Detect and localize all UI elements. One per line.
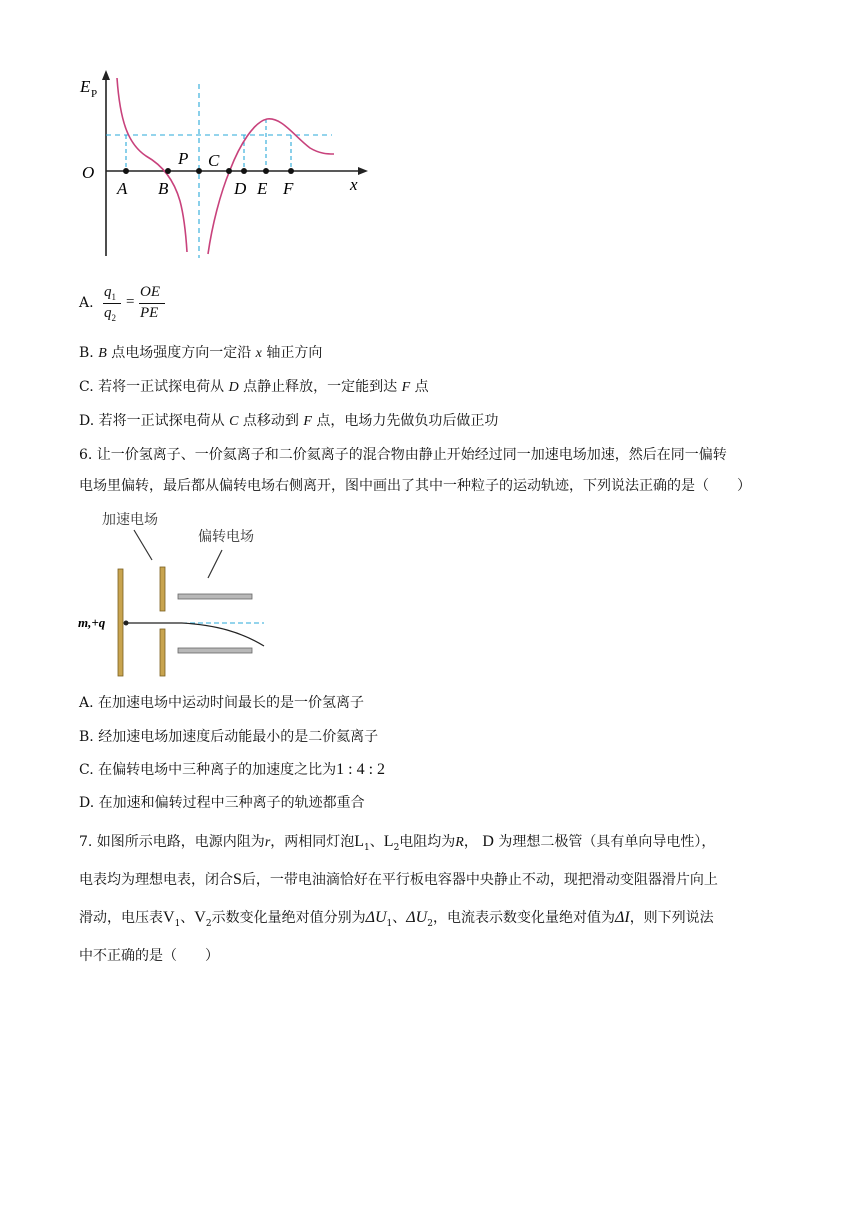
q6-option-c: C. 在偏转电场中三种离子的加速度之比为1 : 4 : 2 [79,761,386,778]
q7-stem-line1: 7. 如图所示电路，电源内阻为r，两相同灯泡$L_1$、$L_2$电阻均为R， D 为理想二极管（具有单向导电性）， [79,833,716,853]
q6-stem-line2: 电场里偏转，最后都从偏转电场右侧离开，图中画出了其中一种粒子的运动轨迹，下列说法正确的是（ ） [79,478,751,494]
point-label-B: B [158,179,169,198]
ep-x-graph [70,66,370,266]
particle-label: m,+q [78,615,106,630]
q6-stem-line1: 6. 让一价氢离子、一价氦离子和二价氦离子的混合物由静止开始经过同一加速电场加速，然后在同一偏转 [79,447,727,463]
field-diagram [76,506,276,682]
accel-field-label: 加速电场 [102,512,158,528]
x-axis-label: x [350,175,358,194]
accel-plate-right-top [160,567,165,611]
q7-stem-line4: 中不正确的是（ ） [79,948,219,964]
point-label-A: A [117,179,128,198]
q5-option-a: A. $q_1$ $q_2$ = OE PE [79,282,199,326]
x-axis-arrow [358,167,368,175]
point-label-O: O [82,163,95,182]
deflect-plate-bottom [178,648,252,653]
y-axis-label-sub: P [91,88,98,100]
q5-option-b: B. B 点电场强度方向一定沿 x 轴正方向 [79,345,323,361]
q5-option-d: D. 若将一正试探电荷从 C 点移动到 F 点，电场力先做负功后做正功 [79,413,499,429]
q6-option-b: B. 经加速电场加速度后动能最小的是二价氦离子 [79,729,379,745]
point-label-C: C [208,151,220,170]
point-label-E: E [257,179,268,198]
accel-plate-right-bottom [160,629,165,676]
point-label-F: F [283,179,294,198]
deflect-field-label: 偏转电场 [198,529,254,545]
q7-stem-line3: 滑动，电压表$V_1$、$V_2$示数变化量绝对值分别为$\Delta U_1$、$\Delta U_2$，电流表示数变化量绝对值为ΔI，则下列说法 [79,909,714,929]
q6-option-d: D. 在加速和偏转过程中三种离子的轨迹都重合 [79,795,365,811]
curve-right-branch [208,119,334,254]
curve-left-branch [117,78,187,252]
deflect-plate-top [178,594,252,599]
q5-option-c: C. 若将一正试探电荷从 D 点静止释放，一定能到达 F 点 [79,379,429,395]
accel-plate-left [118,569,123,676]
particle-trajectory [182,623,264,646]
point-label-D: D [234,179,247,198]
y-axis-arrow [102,70,110,80]
y-axis-label: E [80,77,91,96]
point-label-P: P [178,149,189,168]
q7-stem-line2: 电表均为理想电表，闭合S后，一带电油滴恰好在平行板电容器中央静止不动，现把滑动变阻器滑片向上 [79,871,718,888]
q6-option-a: A. 在加速电场中运动时间最长的是一价氢离子 [79,695,365,711]
